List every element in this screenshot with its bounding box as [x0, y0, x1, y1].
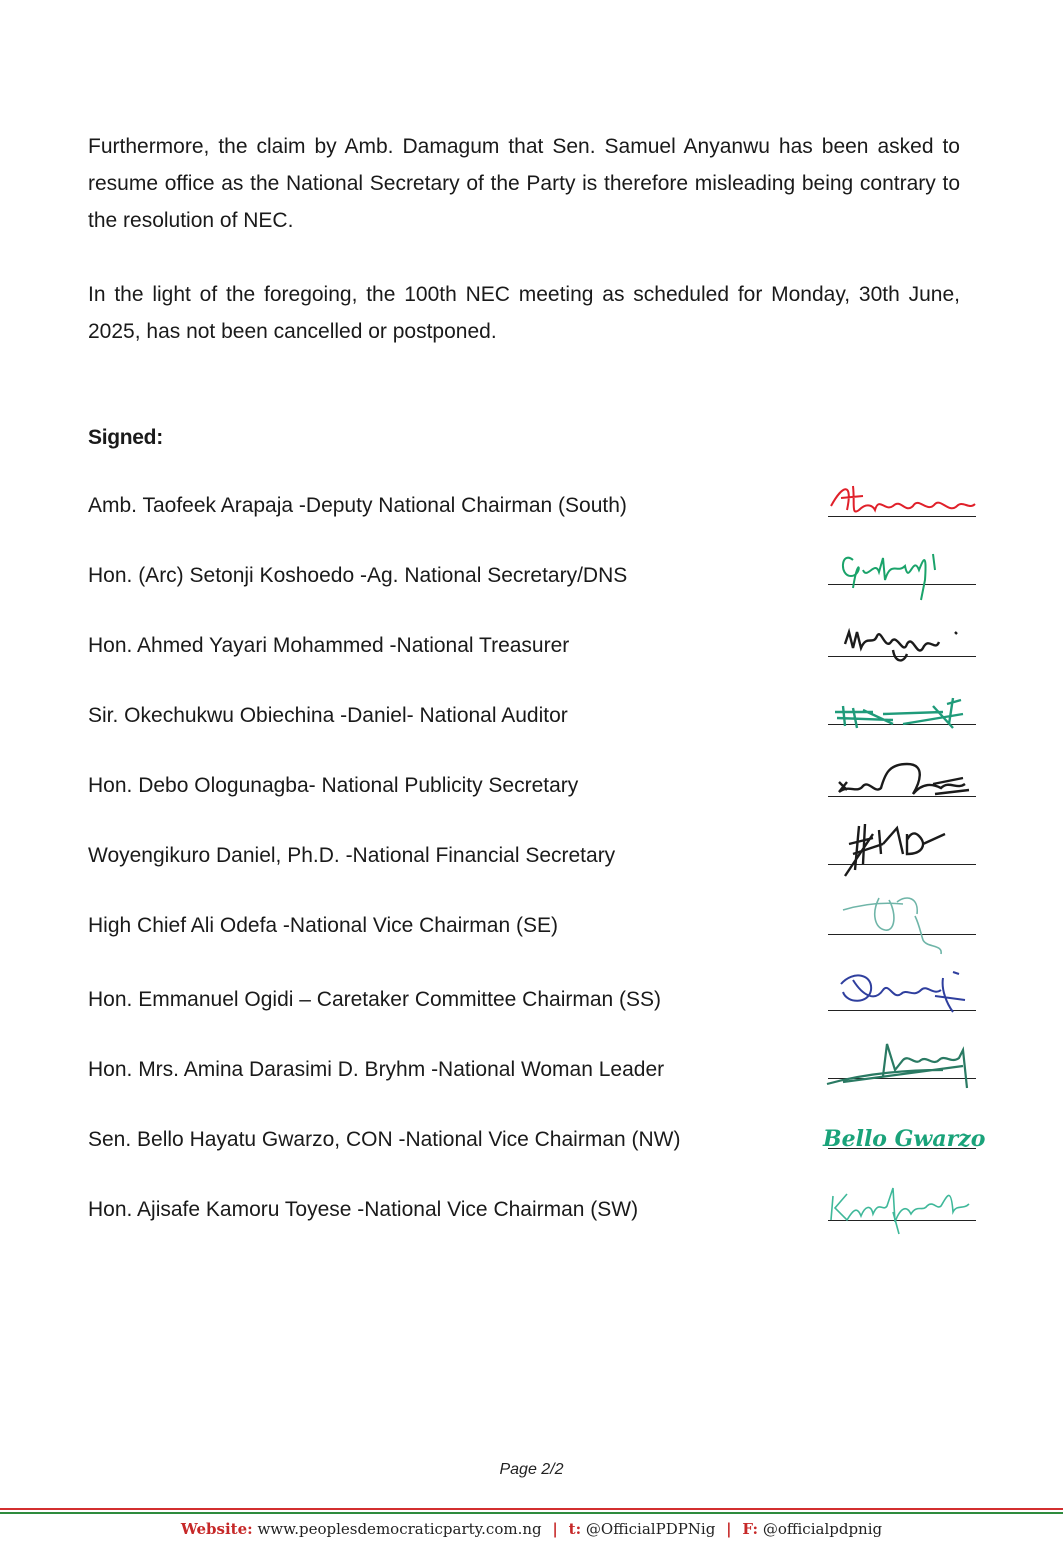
signatory-row — [88, 1050, 980, 1110]
footer-contacts — [0, 1520, 1063, 1538]
signatory-row — [88, 1190, 980, 1250]
twitter-label: t: — [568, 1520, 582, 1538]
signature-icon — [823, 960, 983, 1024]
signatory-name: Hon. Debo Ologunagba- National Publicity Secretary — [88, 774, 579, 797]
signed-heading: Signed: — [88, 426, 163, 449]
signature-icon — [823, 814, 983, 878]
twitter-handle[interactable]: @OfficialPDPNig — [585, 1520, 716, 1538]
facebook-handle[interactable]: @officialpdpnig — [762, 1520, 883, 1538]
signatory-name: Hon. Ahmed Yayari Mohammed -National Treasurer — [88, 634, 570, 657]
signatory-name: Amb. Taofeek Arapaja -Deputy National Chairman (South) — [88, 494, 627, 517]
signature-icon — [823, 1030, 983, 1094]
footer-stripe — [0, 1508, 1063, 1514]
signatory-name: Hon. Mrs. Amina Darasimi D. Bryhm -National Woman Leader — [88, 1058, 665, 1081]
signatory-name: Hon. (Arc) Setonji Koshoedo -Ag. National Secretary/DNS — [88, 564, 628, 587]
footer-separator: | — [552, 1520, 558, 1538]
signatory-name: Woyengikuro Daniel, Ph.D. -National Financial Secretary — [88, 844, 616, 867]
facebook-label: F: — [742, 1520, 759, 1538]
signatory-name: Sir. Okechukwu Obiechina -Daniel- National Auditor — [88, 704, 568, 727]
signatory-name: High Chief Ali Odefa -National Vice Chairman (SE) — [88, 914, 558, 937]
paragraph-nec-meeting: In the light of the foregoing, the 100th NEC meeting as scheduled for Monday, 30th June, 2025, has not been cancelled or postponed. — [88, 283, 960, 343]
signatory-row — [88, 696, 980, 756]
signature-icon — [823, 614, 983, 678]
paragraph-claim: Furthermore, the claim by Amb. Damagum that Sen. Samuel Anyanwu has been asked to resume office as the National Secretary of the Party is therefore misleading being contrary to the resolution of NEC. — [88, 135, 960, 232]
signature-icon — [823, 754, 983, 818]
signatory-row — [88, 906, 980, 966]
signatory-row — [88, 486, 980, 546]
signatory-row — [88, 556, 980, 616]
page-number: Page 2/2 — [499, 1461, 564, 1478]
signature-icon — [823, 1102, 986, 1166]
website-link[interactable]: www.peoplesdemocraticparty.com.ng — [257, 1520, 542, 1538]
website-label: Website: — [180, 1520, 253, 1538]
signature-icon — [823, 1176, 983, 1240]
signatory-name: Sen. Bello Hayatu Gwarzo, CON -National Vice Chairman (NW) — [88, 1128, 681, 1151]
signature-icon — [823, 540, 983, 604]
signature-script: Bello Gwarzo — [823, 1126, 986, 1152]
signatory-row — [88, 626, 980, 686]
signatory-name: Hon. Ajisafe Kamoru Toyese -National Vice Chairman (SW) — [88, 1198, 639, 1221]
footer-separator: | — [726, 1520, 732, 1538]
signature-icon — [823, 476, 983, 540]
signatory-name: Hon. Emmanuel Ogidi – Caretaker Committee Chairman (SS) — [88, 988, 662, 1011]
signature-icon — [823, 884, 983, 948]
signature-icon — [823, 684, 983, 748]
signatory-row — [88, 1120, 986, 1180]
